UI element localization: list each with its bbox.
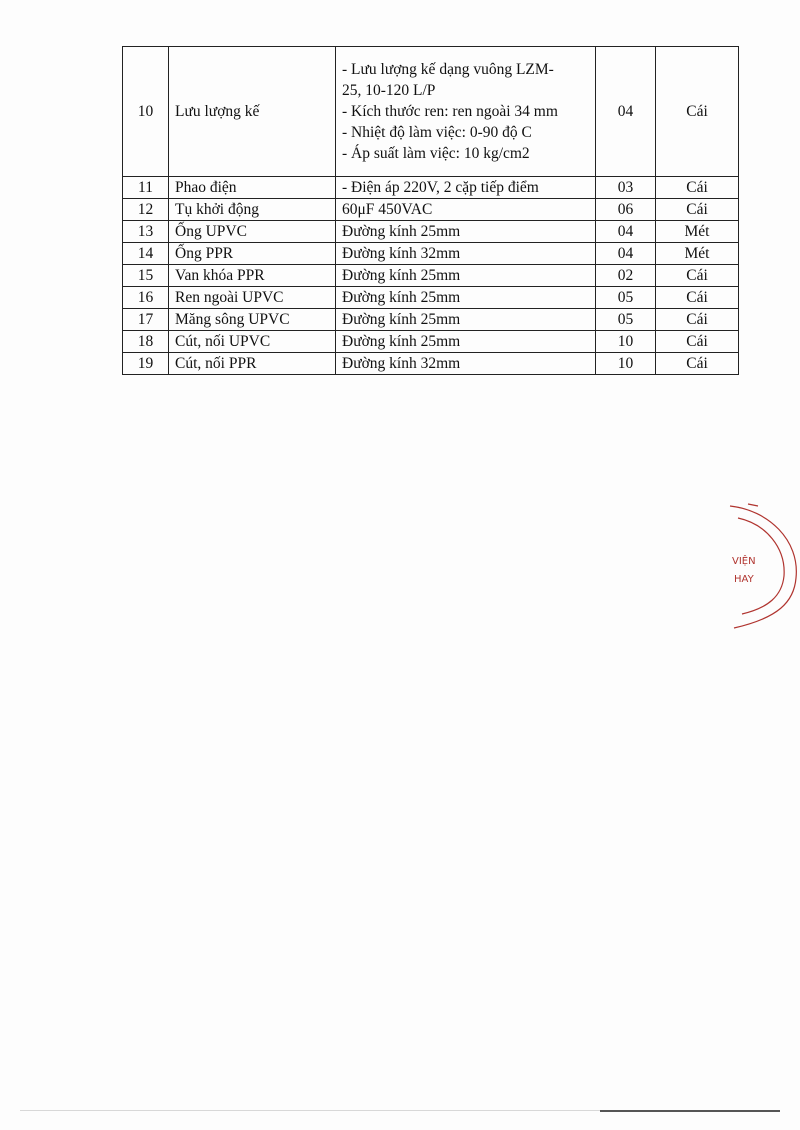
item-name: Cút, nối PPR xyxy=(169,353,336,375)
item-spec: Đường kính 32mm xyxy=(336,243,596,265)
table-row xyxy=(123,199,739,221)
item-unit: Cái xyxy=(656,199,739,221)
partial-red-stamp xyxy=(708,500,800,632)
item-spec: 60μF 450VAC xyxy=(336,199,596,221)
item-quantity: 02 xyxy=(596,265,656,287)
row-number: 18 xyxy=(123,331,169,353)
table-row xyxy=(123,287,739,309)
table-row xyxy=(123,221,739,243)
item-quantity: 05 xyxy=(596,309,656,331)
item-unit: Cái xyxy=(656,177,739,199)
item-unit: Mét xyxy=(656,221,739,243)
item-quantity: 03 xyxy=(596,177,656,199)
item-spec xyxy=(336,47,596,177)
spec-line: - Kích thước ren: ren ngoài 34 mm xyxy=(342,103,558,120)
item-name: Ống UPVC xyxy=(169,221,336,243)
row-number: 13 xyxy=(123,221,169,243)
item-spec: Đường kính 25mm xyxy=(336,309,596,331)
row-number: 11 xyxy=(123,177,169,199)
item-spec: - Điện áp 220V, 2 cặp tiếp điểm xyxy=(336,177,596,199)
item-spec: Đường kính 25mm xyxy=(336,287,596,309)
item-name: Măng sông UPVC xyxy=(169,309,336,331)
table-row xyxy=(123,331,739,353)
item-name: Phao điện xyxy=(169,177,336,199)
row-number: 14 xyxy=(123,243,169,265)
item-quantity: 10 xyxy=(596,331,656,353)
item-spec: Đường kính 25mm xyxy=(336,331,596,353)
spec-line: - Nhiệt độ làm việc: 0-90 độ C xyxy=(342,124,532,141)
row-number: 15 xyxy=(123,265,169,287)
row-number: 19 xyxy=(123,353,169,375)
item-unit: Cái xyxy=(656,47,739,177)
row-number: 10 xyxy=(123,47,169,177)
item-quantity: 04 xyxy=(596,243,656,265)
item-unit: Cái xyxy=(656,353,739,375)
row-number: 12 xyxy=(123,199,169,221)
spec-line: - Áp suất làm việc: 10 kg/cm2 xyxy=(342,145,530,162)
item-unit: Cái xyxy=(656,331,739,353)
spec-line: - Lưu lượng kế dạng vuông LZM- xyxy=(342,61,554,78)
stamp-text: HAY xyxy=(734,574,754,585)
stamp-text: VIỆN xyxy=(732,556,756,567)
item-quantity: 05 xyxy=(596,287,656,309)
item-spec: Đường kính 25mm xyxy=(336,265,596,287)
item-unit: Cái xyxy=(656,309,739,331)
item-name: Van khóa PPR xyxy=(169,265,336,287)
table-row xyxy=(123,353,739,375)
item-quantity: 10 xyxy=(596,353,656,375)
item-name: Lưu lượng kế xyxy=(169,47,336,177)
table-row xyxy=(123,47,739,177)
item-spec: Đường kính 25mm xyxy=(336,221,596,243)
table-row xyxy=(123,243,739,265)
row-number: 16 xyxy=(123,287,169,309)
item-quantity: 04 xyxy=(596,47,656,177)
item-unit: Cái xyxy=(656,265,739,287)
table-row xyxy=(123,265,739,287)
spec-line: 25, 10-120 L/P xyxy=(342,82,436,99)
item-unit: Cái xyxy=(656,287,739,309)
item-name: Ống PPR xyxy=(169,243,336,265)
item-spec: Đường kính 32mm xyxy=(336,353,596,375)
equipment-table xyxy=(122,46,739,375)
table-row xyxy=(123,177,739,199)
item-name: Tụ khởi động xyxy=(169,199,336,221)
item-quantity: 06 xyxy=(596,199,656,221)
row-number: 17 xyxy=(123,309,169,331)
item-unit: Mét xyxy=(656,243,739,265)
scan-edge-line xyxy=(600,1110,780,1112)
table-row xyxy=(123,309,739,331)
item-quantity: 04 xyxy=(596,221,656,243)
item-name: Cút, nối UPVC xyxy=(169,331,336,353)
item-name: Ren ngoài UPVC xyxy=(169,287,336,309)
